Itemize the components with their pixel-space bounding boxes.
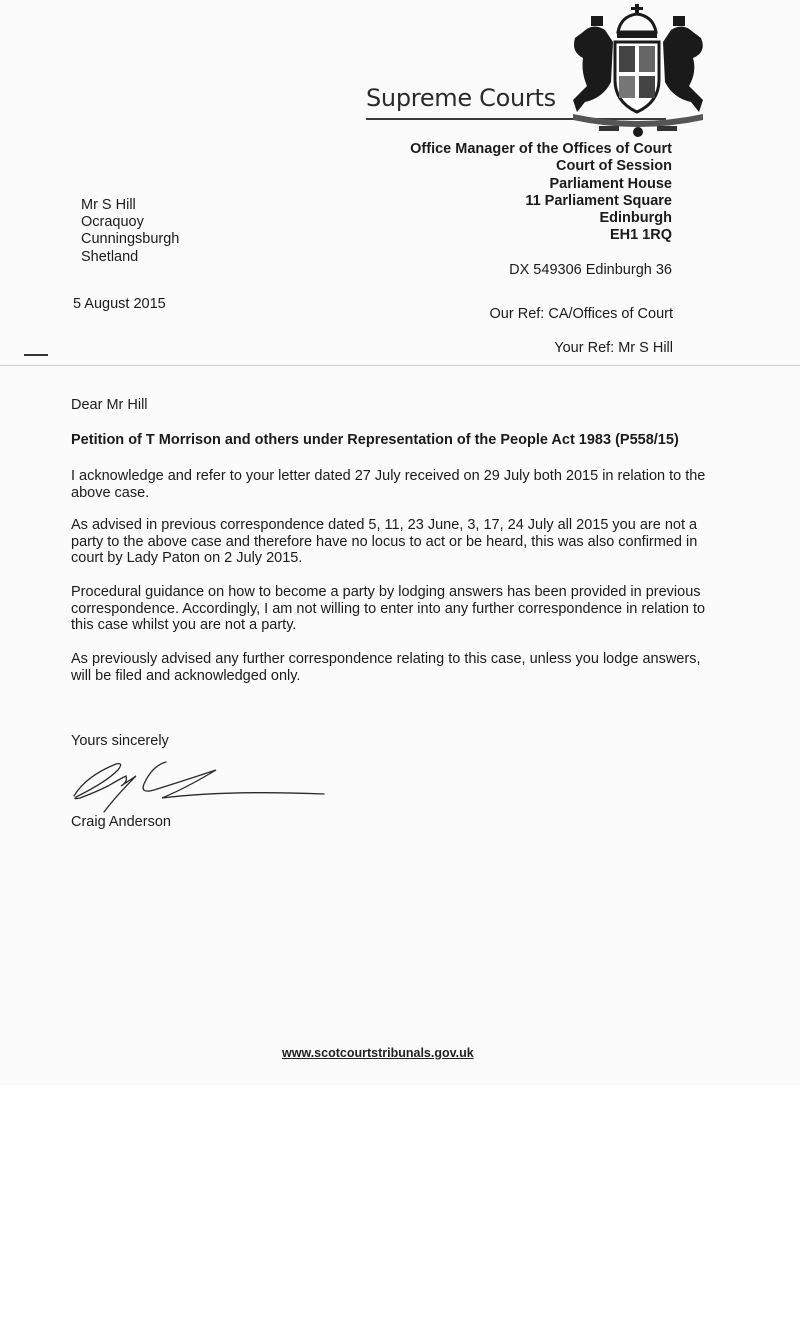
closing: Yours sincerely [71,733,169,749]
paragraph: As previously advised any further correspondence relating to this case, unless you lodge answers, will be filed and acknowledged only. [71,651,701,684]
office-line: Court of Session [555,158,672,175]
recipient-line: Cunningsburgh [81,231,180,248]
fold-mark [24,354,48,356]
office-line: Edinburgh [599,210,672,227]
sender-address [410,141,672,245]
recipient-line: Shetland [81,248,139,265]
paragraph: I acknowledge and refer to your letter dated 27 July received on 29 July both 2015 in relation to the above case. [71,468,706,501]
our-reference: Our Ref: CA/Offices of Court [489,306,673,322]
letter-date: 5 August 2015 [73,296,166,312]
paragraph: Procedural guidance on how to become a party by lodging answers has been provided in previous correspondence. Accordingly, I am not willing to enter into any further correspondence in relation to this case whilst you are not a party. [71,584,706,633]
royal-coat-of-arms-icon [563,2,713,142]
salutation: Dear Mr Hill [71,397,148,413]
subject-line: Petition of T Morrison and others under Representation of the People Act 1983 (P558/15) [71,432,679,448]
recipient-address [81,197,179,266]
signature [66,756,331,814]
dx-number: DX 549306 Edinburgh 36 [509,262,672,278]
office-line: Office Manager of the Offices of Court [410,141,672,157]
office-line: 11 Parliament Square [525,192,672,209]
signer-name: Craig Anderson [71,814,171,830]
recipient-line: Mr S Hill [81,197,136,213]
brand-name: Supreme Courts [366,84,556,112]
office-line: Parliament House [549,175,672,192]
your-reference: Your Ref: Mr S Hill [554,340,673,356]
fold-line [0,365,800,366]
website-link[interactable]: www.scotcourtstribunals.gov.uk [282,1046,474,1060]
paragraph: As advised in previous correspondence dated 5, 11, 23 June, 3, 17, 24 July all 2015 you are not a party to the above case and therefore have no locus to act or be heard, this was also confirmed in court by Lady Paton on 2 July 2015. [71,517,698,566]
recipient-line: Ocraquoy [81,214,144,231]
office-line: EH1 1RQ [609,227,672,244]
